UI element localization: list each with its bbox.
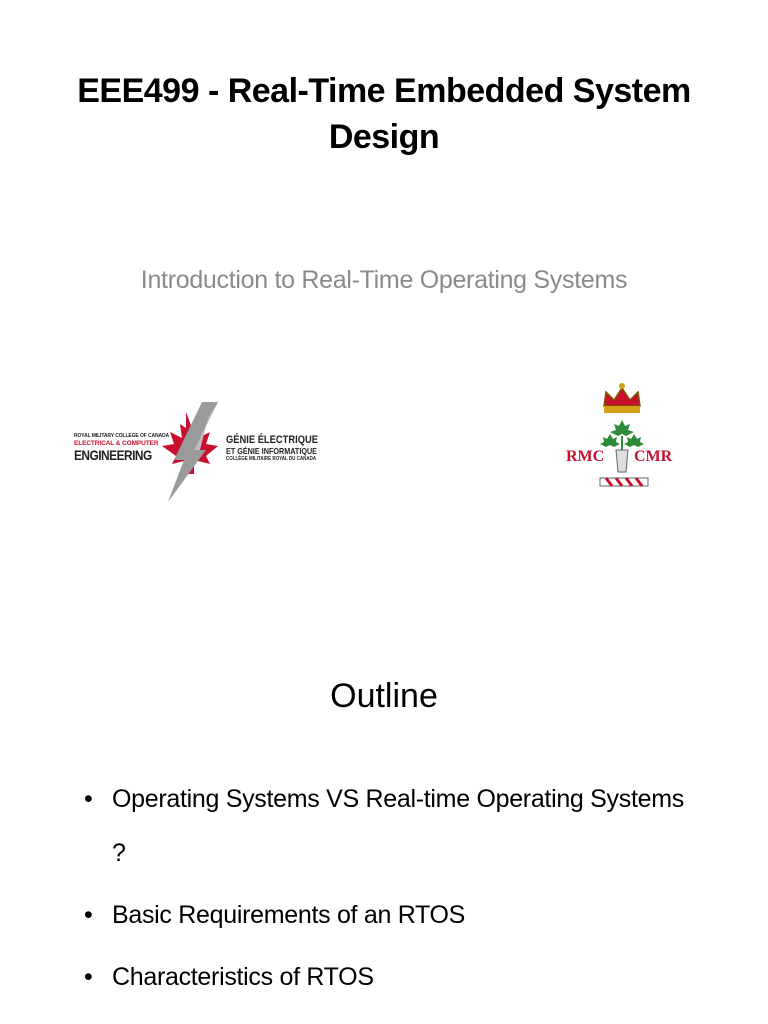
engineering-logo-english-text [74,433,170,463]
list-item [84,888,704,942]
logo-line-college-fr: COLLÈGE MILITAIRE ROYAL DU CANADA [226,456,317,462]
rmc-crest-icon [560,376,684,500]
list-item [84,950,704,1004]
outline-slide [0,640,768,1024]
logo-line-informatique: ET GÉNIE INFORMATIQUE [226,446,317,456]
slide-title: EEE499 - Real-Time Embedded System Design [77,72,691,156]
maple-leaf-lightning-icon [148,398,228,506]
list-item [84,772,704,880]
slide-subtitle: Introduction to Real-Time Operating Systems [140,266,628,294]
bullet-text: Basic Requirements of an RTOS [112,901,466,929]
rmc-crest [560,376,684,500]
crest-cmr-label: CMR [634,448,673,465]
bullet-text: Characteristics of RTOS [112,963,374,991]
engineering-logo-french-text [226,434,318,463]
logo-line-college: ROYAL MILITARY COLLEGE OF CANADA [74,433,170,439]
engineering-department-logo [74,398,318,506]
logo-line-dept: ELECTRICAL & COMPUTER [74,440,159,447]
bullet-icon: • [84,963,93,991]
logo-line-genie: GÉNIE ÉLECTRIQUE [226,434,318,446]
outline-bullet-list [84,772,704,1012]
bullet-icon: • [84,785,93,813]
crest-rmc-label: RMC [566,448,605,465]
bullet-icon: • [84,901,93,929]
outline-title: Outline [330,677,438,715]
bullet-text: Operating Systems VS Real-time Operating Systems ? [112,785,684,867]
logo-line-engineering: ENGINEERING [74,447,152,463]
